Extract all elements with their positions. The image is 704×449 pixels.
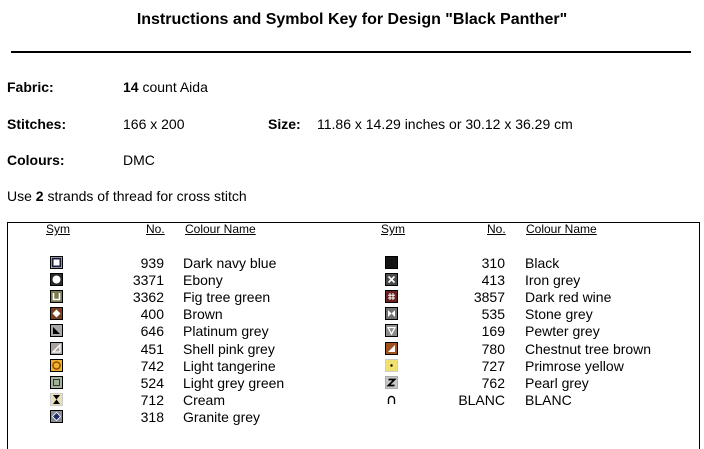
dmc-number: 400 — [140, 306, 164, 323]
colour-name: BLANC — [525, 391, 572, 408]
colour-name: Fig tree green — [183, 289, 271, 306]
colour-name: Chestnut tree brown — [525, 340, 652, 357]
dmc-number: 3362 — [132, 289, 164, 306]
colours-label: Colours: — [7, 152, 65, 168]
half-triangle-icon — [385, 342, 398, 355]
colour-name: Pewter grey — [525, 323, 600, 340]
left-row-318 — [0, 409, 704, 426]
strands-instruction — [7, 188, 247, 204]
colour-name: Light tangerine — [183, 357, 276, 374]
dmc-number: 451 — [140, 340, 164, 357]
header-no-right: No. — [487, 222, 506, 236]
fabric-type: count Aida — [138, 79, 208, 95]
right-row-310 — [0, 255, 704, 272]
colours-value: DMC — [123, 152, 155, 168]
dmc-number: 727 — [481, 357, 505, 374]
dmc-number: 318 — [140, 408, 164, 425]
colour-name: Dark navy blue — [183, 255, 277, 271]
fabric-label: Fabric: — [7, 79, 54, 95]
dmc-number: 712 — [140, 391, 164, 408]
header-no-left: No. — [146, 222, 165, 236]
dot-icon — [385, 359, 398, 372]
colour-name: Black — [525, 255, 560, 271]
stitches-value: 166 x 200 — [123, 116, 185, 132]
colour-name: Ebony — [183, 272, 223, 289]
colour-name: Pearl grey — [525, 374, 589, 391]
colour-name: Primrose yellow — [525, 357, 624, 374]
colour-name: Iron grey — [525, 272, 581, 289]
colour-name: Stone grey — [525, 306, 593, 323]
dmc-number: 939 — [140, 255, 164, 271]
z-icon — [385, 376, 398, 389]
size-value: 11.86 x 14.29 inches or 30.12 x 36.29 cm — [317, 116, 573, 132]
dmc-number: 169 — [481, 323, 505, 340]
right-row-3857 — [0, 289, 704, 306]
colour-name: Shell pink grey — [183, 340, 275, 357]
strands-post: strands of thread for cross stitch — [43, 188, 247, 204]
dmc-number: 310 — [481, 255, 505, 271]
colour-name: Dark red wine — [525, 289, 612, 306]
strands-count: 2 — [35, 188, 44, 204]
dmc-number: 3857 — [473, 289, 505, 306]
bowtie-icon — [385, 307, 398, 320]
dmc-number: BLANC — [458, 391, 505, 408]
header-sym-left: Sym — [46, 222, 70, 236]
dmc-number: 413 — [481, 272, 505, 289]
dmc-number: 535 — [481, 306, 505, 323]
header-name-left: Colour Name — [185, 222, 256, 236]
header-sym-right: Sym — [381, 222, 405, 236]
fabric-value — [123, 79, 208, 95]
colour-name: Platinum grey — [183, 323, 269, 340]
colour-name: Light grey green — [183, 374, 285, 391]
header-name-right: Colour Name — [526, 222, 597, 236]
arch-icon — [385, 393, 398, 406]
x-icon — [385, 273, 398, 286]
colour-name: Cream — [183, 391, 226, 408]
right-row-780 — [0, 341, 704, 358]
stitches-label: Stitches: — [7, 116, 67, 132]
down-triangle-icon — [385, 324, 398, 337]
small-diamond-icon — [50, 410, 63, 423]
dmc-number: 762 — [481, 374, 505, 391]
strands-pre: Use — [7, 188, 36, 204]
dmc-number: 646 — [140, 323, 164, 340]
page-title: Instructions and Symbol Key for Design "Black Panther" — [136, 11, 568, 28]
dmc-number: 3371 — [132, 272, 164, 289]
colour-name: Brown — [183, 306, 223, 323]
dmc-number: 524 — [140, 374, 164, 391]
colour-name: Granite grey — [183, 408, 261, 425]
hash-icon — [385, 290, 398, 303]
dmc-number: 780 — [481, 340, 505, 357]
size-label: Size: — [268, 116, 301, 132]
right-row-535 — [0, 306, 704, 323]
right-row-762 — [0, 375, 704, 392]
right-row-727 — [0, 358, 704, 375]
title-divider — [11, 51, 691, 53]
solid-square-icon — [385, 256, 398, 269]
right-row-169 — [0, 323, 704, 340]
right-row-blanc — [0, 392, 704, 409]
right-row-413 — [0, 272, 704, 289]
fabric-count: 14 — [123, 79, 139, 95]
dmc-number: 742 — [140, 357, 164, 374]
